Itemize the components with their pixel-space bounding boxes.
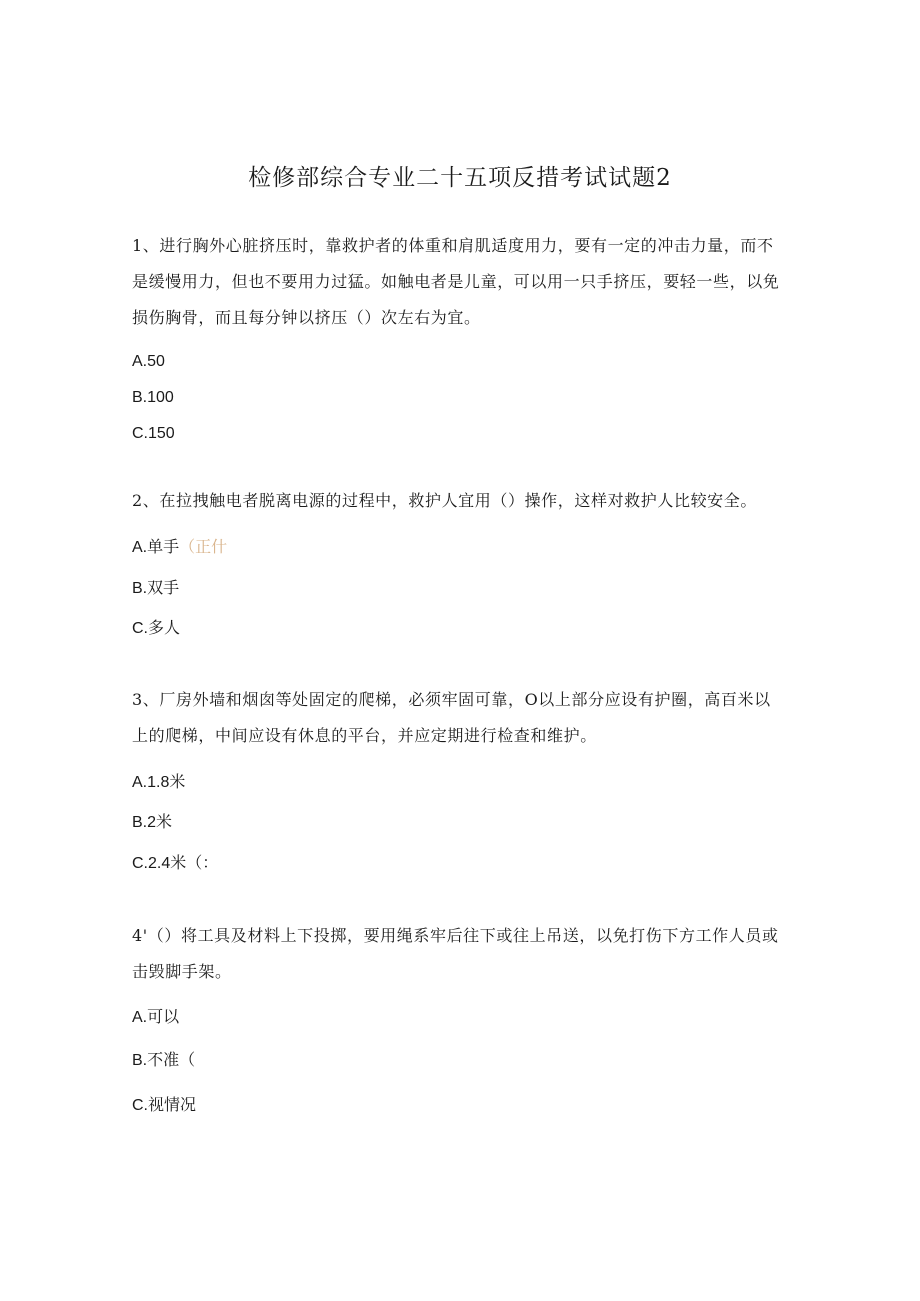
question-4-option-b xyxy=(132,1048,732,1073)
question-2-text: 2、在拉拽触电者脱离电源的过程中，救护人宜用（）操作，这样对救护人比较安全。 xyxy=(132,491,757,510)
question-3-option-a xyxy=(132,770,732,795)
question-1-text: 1、进行胸外心脏挤压时，靠救护者的体重和肩肌适度用力，要有一定的冲击力量，而不是缓慢用力，但也不要用力过猛。如触电者是儿童，可以用一只手挤压，要轻一些，以免损伤胸骨，而且每分钟以挤压（）次左右为宜。 xyxy=(132,236,780,327)
option-label: A. xyxy=(132,539,148,556)
option-label: C. xyxy=(132,1097,148,1114)
question-2-option-b xyxy=(132,576,732,601)
option-text: 1.8米 xyxy=(147,774,186,791)
option-text: 2.4米（： xyxy=(148,855,219,872)
question-2-option-a xyxy=(132,535,732,560)
question-4-option-a xyxy=(132,1005,732,1030)
question-4-text: 4'（）将工具及材料上下投掷，要用绳系牢后往下或往上吊送，以免打伤下方工作人员或击毁脚手架。 xyxy=(132,926,779,981)
question-3-text: 3、厂房外墙和烟囱等处固定的爬梯，必须牢固可靠，O以上部分应设有护圈，高百米以上的爬梯，中间应设有休息的平台，并应定期进行检查和维护。 xyxy=(132,690,771,745)
question-2-option-c xyxy=(132,616,732,641)
option-label: A. xyxy=(132,774,148,791)
option-label: C. xyxy=(132,425,148,442)
option-label: B. xyxy=(132,814,148,831)
option-label: B. xyxy=(132,1052,148,1069)
option-label: B. xyxy=(132,389,148,406)
option-text: 可以 xyxy=(147,1007,180,1026)
option-label: C. xyxy=(132,855,148,872)
option-text: 单手 xyxy=(147,537,180,556)
option-text: 2米 xyxy=(147,814,173,831)
question-3-option-c xyxy=(132,851,732,876)
page-title: 检修部综合专业二十五项反措考试试题2 xyxy=(248,165,672,191)
question-4-option-c xyxy=(132,1093,732,1118)
option-label: B. xyxy=(132,580,148,597)
question-1-option-a xyxy=(132,349,732,374)
option-text: 50 xyxy=(147,353,165,370)
option-text: 100 xyxy=(147,389,174,406)
option-label: C. xyxy=(132,620,148,637)
question-1-option-c xyxy=(132,421,732,446)
question-3-option-b xyxy=(132,810,732,835)
option-label: A. xyxy=(132,353,148,370)
question-1-option-b xyxy=(132,385,732,410)
option-label: A. xyxy=(132,1009,148,1026)
answer-mark: （正什 xyxy=(179,537,228,556)
option-text: 多人 xyxy=(148,618,181,637)
option-text: 150 xyxy=(148,425,175,442)
option-text: 视情况 xyxy=(148,1095,197,1114)
option-text: 不准（ xyxy=(147,1050,196,1069)
option-text: 双手 xyxy=(147,578,180,597)
